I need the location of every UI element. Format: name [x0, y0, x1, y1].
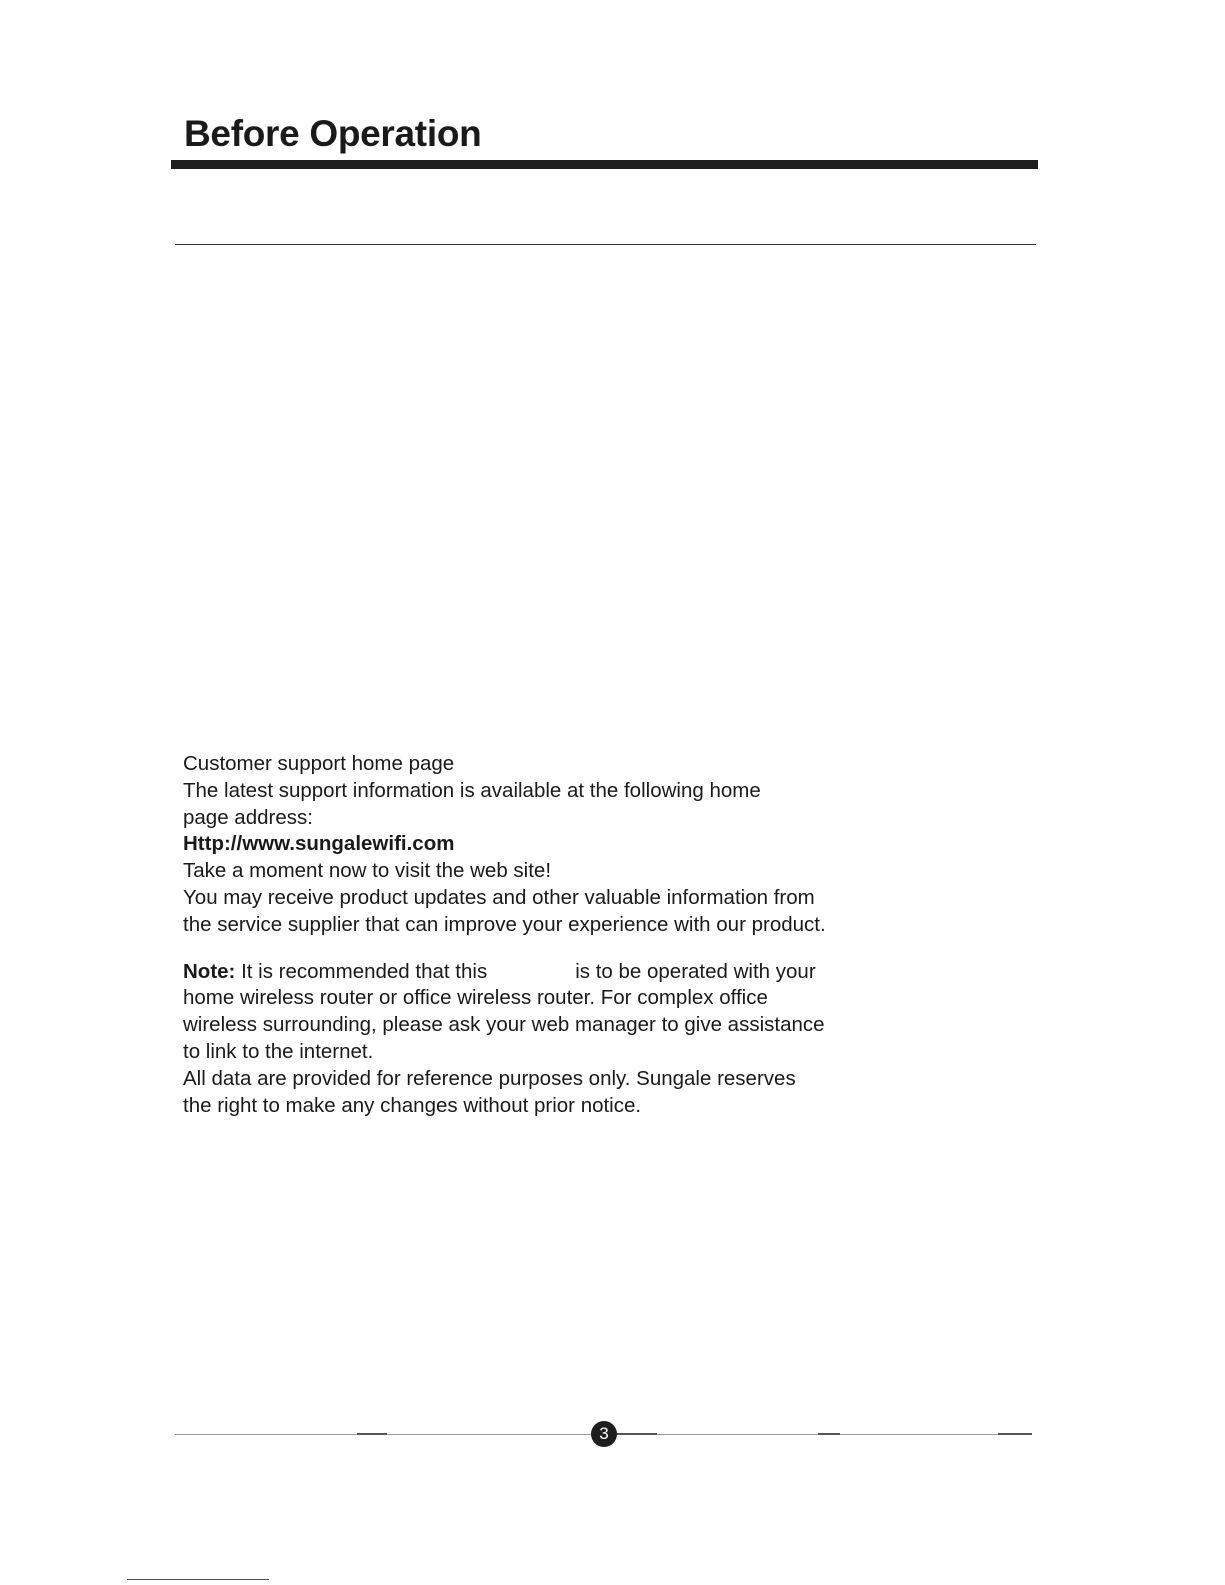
section-divider [175, 244, 1036, 245]
visit-line: Take a moment now to visit the web site! [183, 859, 552, 883]
support-url-link[interactable]: Http://www.sungalewifi.com [183, 832, 455, 856]
note-line-4: to link to the internet. [183, 1039, 374, 1063]
note-line-1 [183, 959, 943, 986]
paragraph-gap [183, 939, 943, 959]
note-line-5: All data are provided for reference purposes only. Sungale reserves [183, 1066, 796, 1090]
bottom-link-underline [127, 1579, 269, 1580]
note-label: Note: [183, 959, 236, 983]
note-line-1-end: is to be operated with your [575, 959, 816, 983]
updates-line-2: the service supplier that can improve your experience with our product. [183, 912, 826, 936]
footer-dash-end [998, 1433, 1032, 1435]
page-number-badge: 3 [591, 1421, 617, 1447]
footer-dash-right [818, 1433, 840, 1435]
note-line-2: home wireless router or office wireless router. For complex office [183, 986, 768, 1010]
support-info-block [183, 751, 943, 1119]
note-line-1-start: It is recommended that this [235, 959, 488, 983]
support-heading: Customer support home page [183, 752, 455, 775]
support-line-1: The latest support information is available at the following home [183, 778, 761, 802]
footer-dash-left [357, 1433, 387, 1435]
note-line-6: the right to make any changes without prior notice. [183, 1093, 642, 1117]
page-title: Before Operation [184, 113, 482, 154]
note-line-3: wireless surrounding, please ask your web manager to give assistance [183, 1013, 825, 1037]
updates-line-1: You may receive product updates and other valuable information from [183, 885, 815, 909]
footer-dash-center [617, 1433, 657, 1435]
title-underline-bar [171, 160, 1038, 169]
support-line-2: page address: [183, 805, 313, 829]
